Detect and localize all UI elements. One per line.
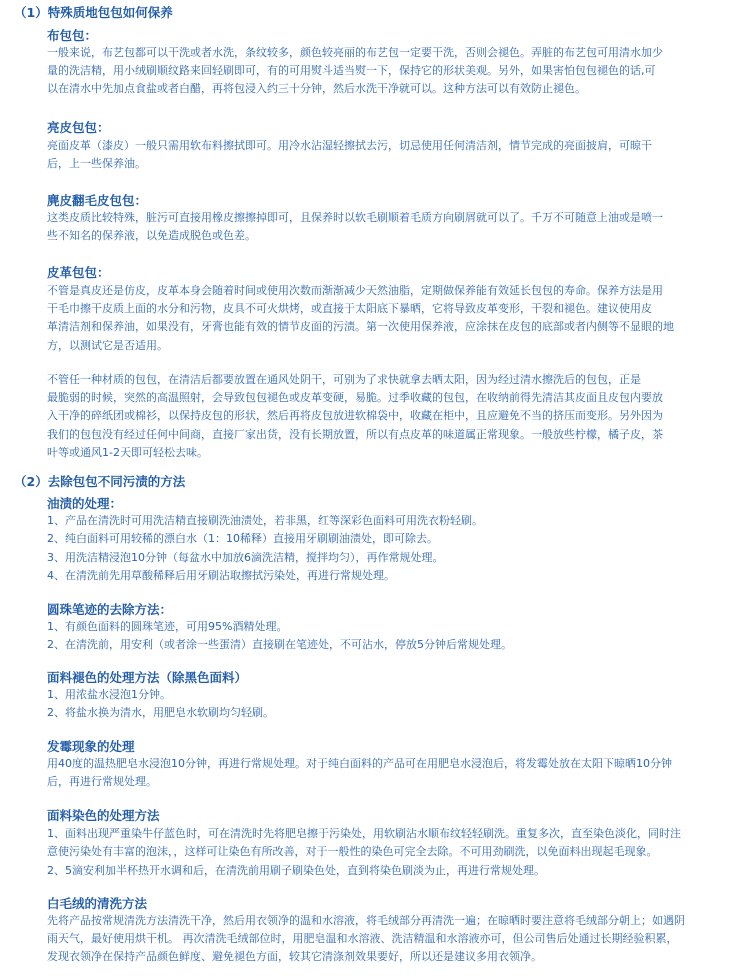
patent-bag-heading: 亮皮包包：	[47, 120, 110, 135]
paragraph-line: 以在清水中先加点食盐或者白醋，再将包浸入约三十分钟，然后水洗干净就可以。这种方法可以有效防止褪色。	[47, 82, 586, 96]
suede-bag-paragraph	[47, 209, 733, 245]
list-item: 意使污染处有丰富的泡沫，，这样可让染色有所改善，对于一般性的染色可完全去除。不可用劲刷洗，以免面料出现起毛现象。	[47, 845, 658, 859]
paragraph-line: 后，上一些保养油。	[47, 157, 146, 171]
mold-paragraph	[47, 755, 733, 791]
ballpoint-heading: 圆珠笔迹的去除方法：	[47, 602, 173, 617]
leather-bag-paragraph	[47, 282, 733, 355]
paragraph-line: 亮面皮革（漆皮）一般只需用软布料擦拭即可。用冷水沾湿轻擦拭去污，切忌使用任何清洁剂，情节完成的亮面披肩，可晾干	[47, 139, 652, 152]
oil-stain-heading: 油渍的处理：	[47, 496, 123, 511]
paragraph-line: 先将产品按常规清洗方法清洗干净，然后用衣领净的温和水溶液，将毛绒部分再清洗一遍；在晾晒时要注意将毛绒部分朝上；如遇阴	[47, 914, 685, 927]
paragraph-line: 叶等或通风1-2天即可轻松去味。	[47, 445, 208, 459]
cloth-bag-heading: 布包包：	[47, 28, 98, 43]
list-item: 2、5滴安利加半杯热开水调和后，在清洗前用刷子刷染色处，直到将染色刷淡为止，再进行常规处理。	[47, 863, 545, 877]
ballpoint-list	[47, 618, 733, 655]
dye-list	[47, 825, 733, 880]
paragraph-line: 发现衣领净在保持产品颜色鲜度、避免褪色方面，较其它清涤剂效果要好，所以还是建议多用衣领净。	[47, 950, 542, 964]
list-item: 2、纯白面料可用较稀的漂白水（1：10稀释）直接用牙刷刷油渍处，即可除去。	[47, 532, 438, 546]
list-item: 1、面料出现严重染牛仔蓝色时，可在清洗时先将肥皂擦于污染处，用软刷沾水顺布纹轻轻刷洗。重复多次，直至染色淡化，同时注	[47, 827, 681, 840]
list-item: 1、产品在清洗时可用洗洁精直接刷洗油渍处，若非黑，红等深彩色面料可用洗衣粉轻刷。	[47, 514, 483, 527]
paragraph-line: 这类皮质比较特殊，脏污可直接用橡皮擦擦掉即可，且保养时以软毛刷顺着毛质方向刷屑就可以了。千万不可随意上油或是喷一	[47, 211, 663, 224]
paragraph-line: 些不知名的保养液，以免造成脱色或色差。	[47, 229, 256, 243]
mold-heading: 发霉现象的处理	[47, 739, 135, 754]
list-item: 2、在清洗前，用安利（或者涂一些蛋清）直接刷在笔迹处，不可沾水，停放5分钟后常规处理。	[47, 638, 512, 652]
list-item: 1、用浓盐水浸泡1分钟。	[47, 688, 171, 701]
section-1-title: （1）特殊质地包包如何保养	[14, 5, 173, 20]
section-2-title: （2）去除包包不同污渍的方法	[14, 474, 186, 489]
paragraph-line: 干毛巾擦干皮质上面的水分和污物，皮具不可火烘烤，或直接于太阳底下暴晒，它将导致皮革变形，干裂和褪色。建议使用皮	[47, 302, 652, 316]
paragraph-line: 最脆弱的时候，突然的高温照射，会导致包包褪色或皮革变硬，易脆。过季收藏的包包，在收纳前得先清洁其皮面且皮包内要放	[47, 391, 663, 405]
dye-heading: 面料染色的处理方法	[47, 808, 160, 823]
paragraph-line: 后，再进行常规处理。	[47, 775, 157, 789]
list-item: 2、将盐水换为清水，用肥皂水软刷均匀轻刷。	[47, 706, 274, 720]
paragraph-line: 我们的包包没有经过任何中间商，直接厂家出货，没有长期放置，所以有点皮革的味道属正常现象。一般放些柠檬，橘子皮，茶	[47, 427, 663, 441]
fading-heading: 面料褪色的处理方法（除黑色面料）	[47, 670, 248, 685]
general-care-paragraph	[47, 371, 733, 462]
cloth-bag-paragraph	[47, 44, 733, 99]
patent-bag-paragraph	[47, 137, 733, 173]
leather-bag-heading: 皮革包包：	[47, 265, 110, 280]
fading-list	[47, 686, 733, 723]
oil-stain-list	[47, 512, 733, 586]
paragraph-line: 用40度的温热肥皂水浸泡10分钟，再进行常规处理。对于纯白面料的产品可在用肥皂水浸泡后，将发霉处放在太阳下晾晒10分钟	[47, 757, 672, 770]
suede-bag-heading: 麂皮翻毛皮包包：	[47, 193, 148, 208]
paragraph-line: 方，以测试它是否适用。	[47, 338, 168, 352]
paragraph-line: 雨天气，最好使用烘干机。 再次清洗毛绒部位时，用肥皂温和水溶液、洗洁精温和水溶液亦可，但公司售后处通过长期经验积累，	[47, 932, 678, 946]
paragraph-line: 一般来说，布艺包都可以干洗或者水洗，条纹较多，颜色较亮丽的布艺包一定要干洗，否则会褪色。弄脏的布艺包可用清水加少	[47, 46, 663, 59]
list-item: 1、有颜色面料的圆珠笔迹，可用95%酒精处理。	[47, 620, 288, 633]
paragraph-line: 入干净的碎纸团或棉衫，以保持皮包的形状，然后再将皮包放进软棉袋中，收藏在柜中，且应避免不当的挤压而变形。另外因为	[47, 409, 663, 423]
paragraph-line: 革清洁剂和保养油，如果没有，牙膏也能有效的情节皮面的污渍。第一次使用保养液，应涂抹在皮包的底部或者内侧等不显眼的地	[47, 320, 674, 334]
paragraph-line: 不管任一种材质的包包，在清洁后都要放置在通风处阴干，可别为了求快就拿去晒太阳，因为经过清水擦洗后的包包，正是	[47, 373, 641, 386]
plush-paragraph	[47, 912, 733, 967]
list-item: 4、在清洗前先用草酸稀释后用牙刷沾取擦拭污染处，再进行常规处理。	[47, 569, 395, 583]
paragraph-line: 不管是真皮还是仿皮，皮革本身会随着时间或使用次数而渐渐减少天然油脂，定期做保养能有效延长包包的寿命。保养方法是用	[47, 284, 663, 297]
plush-heading: 白毛绒的清洗方法	[47, 896, 148, 911]
list-item: 3、用洗洁精浸泡10分钟（每盆水中加放6滴洗洁精，搅拌均匀），再作常规处理。	[47, 550, 444, 564]
paragraph-line: 量的洗洁精，用小绒刷顺纹路来回轻刷即可，有的可用熨斗适当熨一下，保持它的形状美观。另外，如果害怕包包褪色的话,可	[47, 64, 656, 78]
